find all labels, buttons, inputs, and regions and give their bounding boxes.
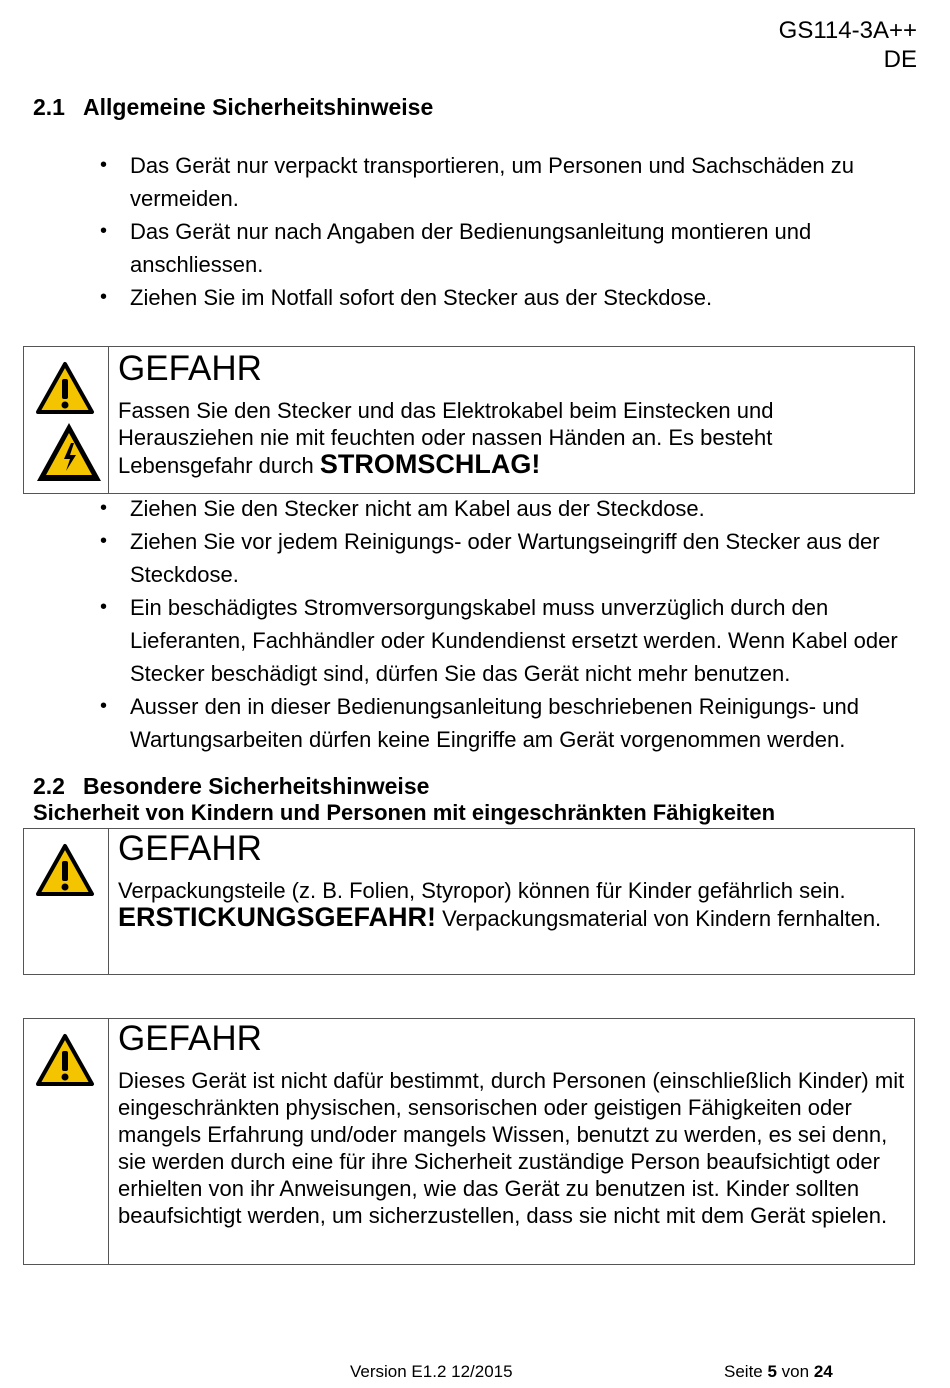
footer-version: Version E1.2 12/2015	[350, 1362, 513, 1381]
section-number: 2.2	[33, 773, 65, 799]
warning-icons-column	[24, 829, 109, 974]
warning-icons-column	[24, 1019, 109, 1264]
list-item: • Ausser den in dieser Bedienungsanleitung beschriebenen Reinigungs- und Wartungsarbeiten dürfen keine Eingriffe am Gerät vorgenommen werden.	[0, 690, 900, 756]
bullet-list-general-bottom	[0, 492, 900, 756]
document-header	[779, 16, 917, 74]
warning-body-after: Verpackungsmaterial von Kindern fernhalten.	[436, 906, 882, 931]
section-2-2-heading	[33, 773, 429, 800]
section-subtitle: Sicherheit von Kindern und Personen mit eingeschränkten Fähigkeiten	[33, 800, 776, 825]
warning-text	[118, 877, 906, 932]
page-current: 5	[767, 1362, 777, 1381]
model-number: GS114-3A++	[778, 17, 917, 44]
language-code: DE	[883, 46, 917, 73]
footer-page-number	[724, 1362, 833, 1382]
page-total: 24	[813, 1362, 833, 1381]
warning-text	[118, 397, 906, 479]
list-item: • Ein beschädigtes Stromversorgungskabel muss unverzüglich durch den Lieferanten, Fachhändler oder Kundendienst ersetzt werden. Wenn Kabel oder Stecker beschädigt sind, dürfen Sie das Gerät nicht mehr benutzen.	[0, 591, 900, 690]
warning-box-limited-abilities	[23, 1018, 915, 1265]
warning-title: GEFAHR	[118, 1019, 262, 1058]
electric-shock-icon	[35, 421, 103, 483]
warning-box-suffocation	[23, 828, 915, 975]
warning-content	[118, 829, 906, 932]
warning-body: Verpackungsteile (z. B. Folien, Styropor) können für Kinder gefährlich sein.	[118, 878, 846, 903]
page-mid: von	[776, 1362, 814, 1381]
page-prefix: Seite	[724, 1362, 768, 1381]
warning-triangle-icon	[35, 843, 95, 897]
warning-box-electric-shock	[23, 346, 915, 494]
warning-title: GEFAHR	[118, 829, 262, 868]
warning-icons-column	[24, 347, 109, 493]
warning-title: GEFAHR	[118, 349, 262, 388]
warning-content	[118, 1019, 906, 1229]
warning-emphasis: ERSTICKUNGSGEFAHR!	[118, 902, 437, 932]
section-2-1-heading	[33, 94, 433, 121]
list-item: • Ziehen Sie im Notfall sofort den Stecker aus der Steckdose.	[0, 281, 900, 314]
section-title: Besondere Sicherheitshinweise	[83, 773, 430, 799]
warning-content	[118, 347, 906, 479]
section-number: 2.1	[33, 94, 65, 120]
section-title: Allgemeine Sicherheitshinweise	[83, 94, 434, 120]
warning-body: Fassen Sie den Stecker und das Elektrokabel beim Einstecken und Herausziehen nie mit feuchten oder nassen Händen an. Es besteht Lebensgefahr durch	[118, 398, 774, 478]
list-item: • Das Gerät nur verpackt transportieren, um Personen und Sachschäden zu vermeiden.	[0, 149, 900, 215]
list-item: • Ziehen Sie den Stecker nicht am Kabel aus der Steckdose.	[0, 492, 900, 525]
warning-text: Dieses Gerät ist nicht dafür bestimmt, durch Personen (einschließlich Kinder) mit eingeschränkten physischen, sensorischen oder geistigen Fähigkeiten oder mangels Erfahrung und/oder mangels Wissen, benutzt zu werden, es sei denn, sie werden durch eine für ihre Sicherheit zuständige Person beaufsichtigt oder erhielten von ihr Anweisungen, wie das Gerät zu benutzen ist. Kinder sollten beaufsichtigt werden, um sicherzustellen, dass sie nicht mit dem Gerät spielen.	[118, 1068, 905, 1228]
bullet-list-general-top	[0, 149, 900, 314]
list-item: • Das Gerät nur nach Angaben der Bedienungsanleitung montieren und anschliessen.	[0, 215, 900, 281]
warning-emphasis: STROMSCHLAG!	[319, 449, 541, 479]
warning-triangle-icon	[35, 361, 95, 415]
warning-triangle-icon	[35, 1033, 95, 1087]
list-item: • Ziehen Sie vor jedem Reinigungs- oder Wartungseingriff den Stecker aus der Steckdose.	[0, 525, 900, 591]
